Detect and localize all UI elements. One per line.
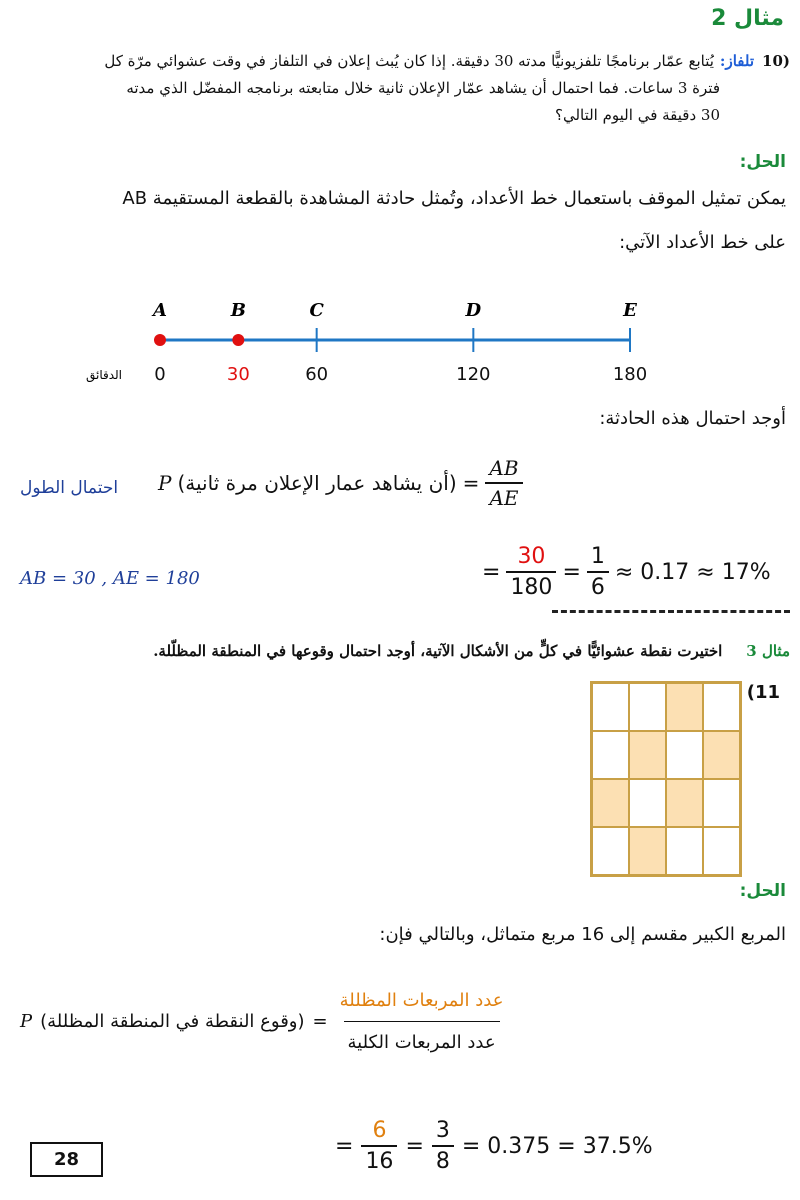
grid-cell	[629, 683, 666, 731]
point-label-E: E	[623, 300, 637, 321]
point-marker-A	[154, 334, 166, 346]
word-denominator: عدد المربعات الكلية	[344, 1021, 500, 1053]
equation-1	[158, 456, 523, 510]
fraction-denominator: 8	[432, 1145, 454, 1174]
question-line-3: 30 دقيقة في اليوم التالي؟	[554, 106, 720, 124]
example-2-title: مثال 2	[711, 6, 784, 31]
grid-cell	[629, 779, 666, 827]
fraction-30-180	[506, 544, 556, 600]
word-fraction	[336, 990, 508, 1053]
solution-2-label: الحل:	[739, 881, 786, 901]
question-10	[10, 48, 790, 129]
solution-1-paragraph: يمكن تمثيل الموقف باستعمال خط الأعداد، وتُمثل حادثة المشاهدة بالقطعة المستقيمة AB	[122, 188, 786, 209]
fraction-3-8	[432, 1118, 454, 1174]
find-probability-text: أوجد احتمال هذه الحادثة:	[599, 408, 786, 429]
grid-cell-shaded	[666, 779, 703, 827]
question-11-number: (11	[746, 682, 780, 703]
probability-symbol: P	[158, 471, 172, 495]
length-probability-label: احتمال الطول	[20, 478, 119, 498]
event-description: (وقوع النقطة في المنطقة المظللة)	[40, 1011, 305, 1032]
shaded-grid	[590, 681, 742, 877]
grid-cell	[703, 683, 740, 731]
example-3-text: اختيرت نقطة عشوائيًّا في كلٍّ من الأشكال الآتية، أوجد احتمال وقوعها في المنطقة المظلّلة.	[153, 642, 723, 660]
question-keyword: تلفاز:	[719, 52, 755, 70]
equals-sign: =	[462, 471, 480, 495]
point-label-B: B	[230, 300, 246, 321]
word-numerator: عدد المربعات المظللة	[339, 990, 504, 1011]
grid-cell	[592, 731, 629, 779]
event-description: (أن يشاهد عمار الإعلان مرة ثانية)	[177, 471, 457, 495]
tick-value-120: 120	[456, 364, 491, 385]
page-number: 28	[30, 1142, 103, 1177]
tick-value-0: 0	[154, 364, 166, 385]
approximation-result: ≈ 0.17 ≈ 17%	[614, 559, 771, 585]
grid-cell	[703, 827, 740, 875]
section-divider	[552, 610, 790, 613]
grid-cell	[703, 779, 740, 827]
grid-cell	[666, 827, 703, 875]
probability-symbol: P	[20, 1011, 33, 1032]
solution-1-label: الحل:	[739, 152, 786, 172]
grid-cell-shaded	[703, 731, 740, 779]
equation-4	[335, 1118, 653, 1174]
example-3-header	[153, 642, 790, 660]
solution-1-paragraph-2: على خط الأعداد الآتي:	[619, 232, 786, 253]
grid-cell	[666, 731, 703, 779]
question-line-2: فترة 3 ساعات. فما احتمال أن يشاهد عمّار الإعلان ثانية خلال متابعته برنامجه المفضّل الذي مدته	[126, 79, 720, 97]
point-label-D: D	[465, 300, 482, 321]
fraction-denominator: 16	[361, 1145, 397, 1174]
fraction-1-6	[587, 544, 609, 600]
fraction-numerator: 30	[517, 544, 546, 569]
point-label-C: C	[309, 300, 324, 321]
equals-sign: =	[312, 1011, 328, 1032]
fraction-numerator: AB	[489, 456, 519, 480]
equals-sign: =	[335, 1133, 354, 1159]
equation-3	[20, 990, 507, 1053]
given-values: AB = 30 , AE = 180	[20, 568, 200, 589]
grid-cell	[592, 683, 629, 731]
fraction-6-16	[361, 1118, 397, 1174]
point-label-A: A	[153, 300, 167, 321]
fraction-denominator: 180	[506, 571, 556, 600]
number-line	[80, 296, 680, 391]
question-line-1: يُتابع عمّار برنامجًا تلفزيونيًّا مدته 30 دقيقة. إذا كان يُبث إعلان في التلفاز في وقت عشوائي مرّة كل	[104, 52, 714, 70]
equals-sign: =	[405, 1133, 424, 1159]
equals-sign: =	[482, 559, 501, 585]
grid-cell-shaded	[666, 683, 703, 731]
final-result: = 0.375 = 37.5%	[461, 1133, 653, 1159]
fraction-numerator: 6	[372, 1118, 387, 1143]
equation-2	[482, 544, 771, 600]
example-3-label: مثال 3	[746, 642, 790, 660]
grid-cell-shaded	[592, 779, 629, 827]
fraction-numerator: 3	[435, 1118, 450, 1143]
tick-value-180: 180	[612, 364, 648, 385]
grid-cell-shaded	[629, 827, 666, 875]
tick-value-30: 30	[226, 364, 250, 385]
grid-cell-shaded	[629, 731, 666, 779]
equals-sign: =	[562, 559, 581, 585]
solution-2-paragraph: المربع الكبير مقسم إلى 16 مربع متماثل، وبالتالي فإن:	[379, 924, 786, 945]
point-marker-B	[232, 334, 244, 346]
question-number: (10	[762, 52, 790, 70]
fraction-denominator: 6	[587, 571, 609, 600]
fraction-numerator: 1	[590, 544, 605, 569]
tick-value-60: 60	[305, 364, 329, 385]
number-line-unit: الدقائق	[85, 368, 122, 382]
grid-cell	[592, 827, 629, 875]
fraction-ab-ae	[485, 456, 522, 510]
fraction-denominator: AE	[485, 482, 522, 510]
